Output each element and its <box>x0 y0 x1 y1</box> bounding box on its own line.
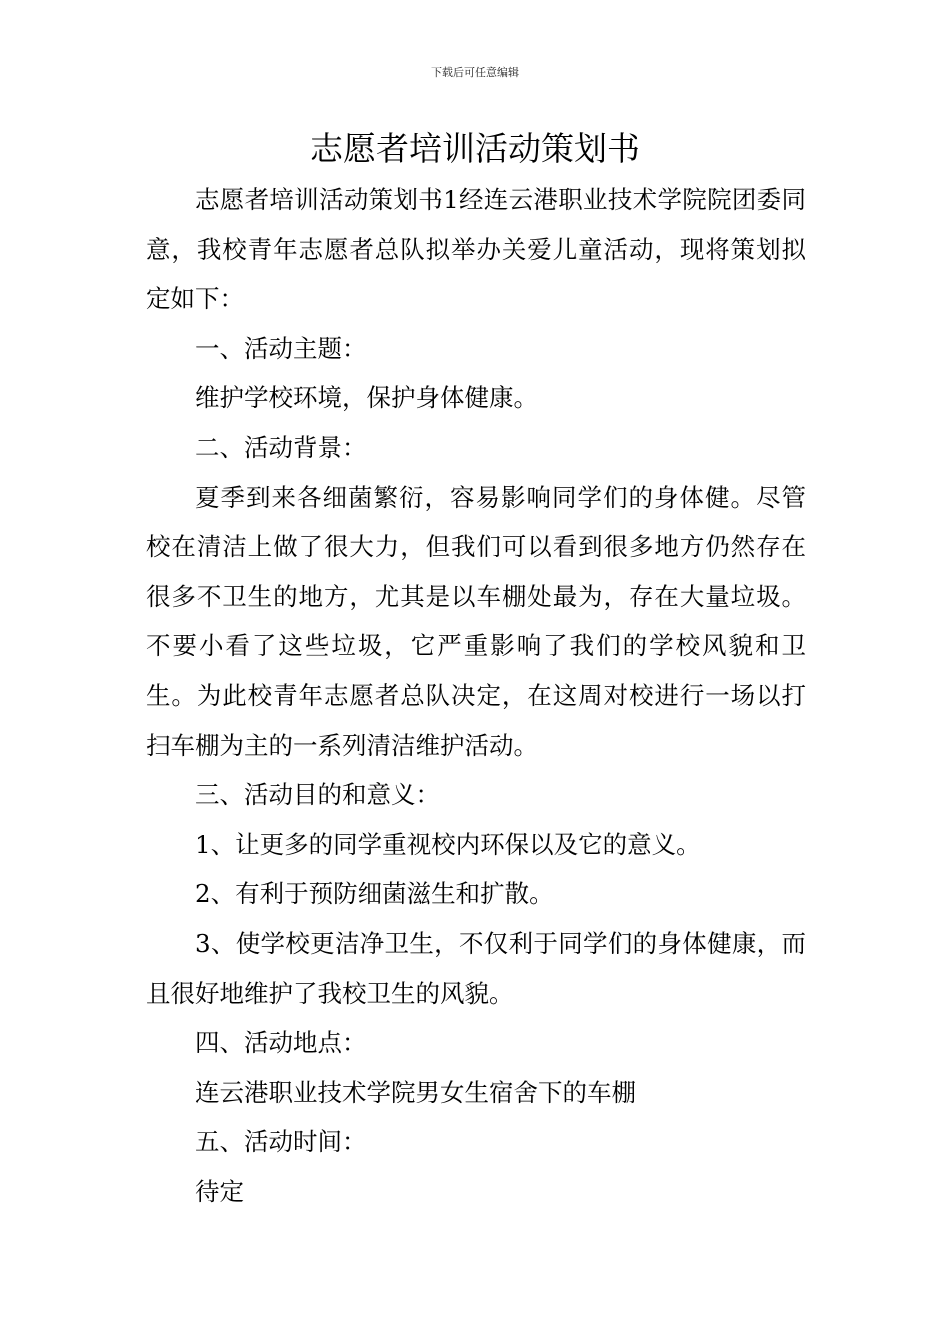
location-text: 连云港职业技术学院男女生宿舍下的车棚 <box>195 1077 636 1107</box>
section-heading-theme: 一、活动主题： <box>195 333 367 363</box>
theme-text: 维护学校环境，保护身体健康。 <box>195 383 538 413</box>
background-paragraph: 夏季到来各细菌繁衍，容易影响同学们的身体健。尽管校在清洁上做了很大力，但我们可以看到很多地方仍然存在很多不卫生的地方，尤其是以车棚处最为，存在大量垃圾。不要小看了这些垃圾，它严重影响了我们的学校风貌和卫生。为此校青年志愿者总队决定，在这周对校进行一场以打扫车棚为主的一系列清洁维护活动。 <box>146 482 806 760</box>
section-heading-time: 五、活动时间： <box>195 1127 367 1157</box>
header-note: 下载后可任意编辑 <box>431 66 519 79</box>
document-title: 志愿者培训活动策划书 <box>310 129 640 168</box>
time-text: 待定 <box>195 1176 244 1206</box>
section-heading-location: 四、活动地点： <box>195 1028 367 1058</box>
purpose-item-2: 2、有利于预防细菌滋生和扩散。 <box>195 879 554 909</box>
section-heading-background: 二、活动背景： <box>195 432 367 462</box>
purpose-item-1: 1、让更多的同学重视校内环保以及它的意义。 <box>195 829 701 859</box>
purpose-item-3: 3、使学校更洁净卫生，不仅利于同学们的身体健康，而且很好地维护了我校卫生的风貌。 <box>146 928 806 1008</box>
intro-paragraph: 志愿者培训活动策划书1经连云港职业技术学院院团委同意，我校青年志愿者总队拟举办关爱儿童活动，现将策划拟定如下： <box>146 185 806 314</box>
document-body <box>146 175 806 1216</box>
section-heading-purpose: 三、活动目的和意义： <box>195 780 440 810</box>
